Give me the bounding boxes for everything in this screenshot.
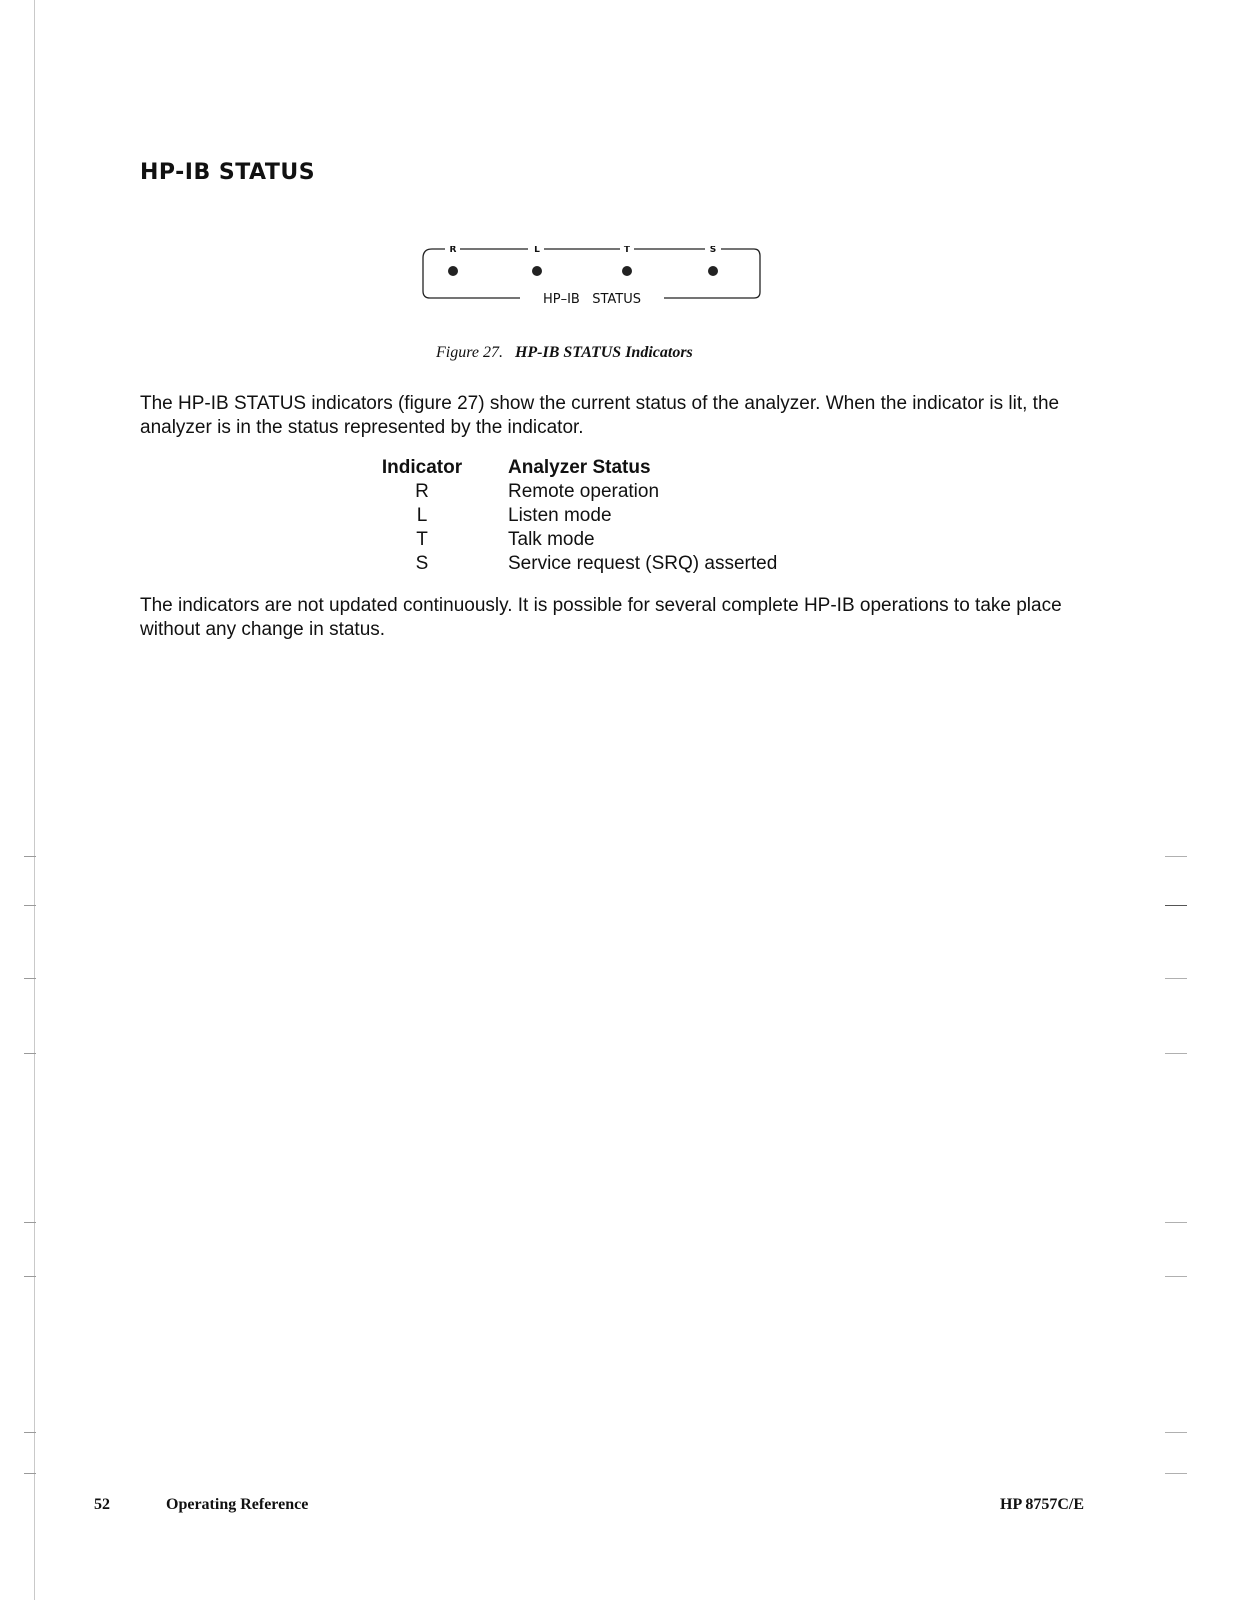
indicator-cell: L (416, 505, 428, 526)
section-heading: HP-IB STATUS (140, 160, 316, 185)
panel-border-top (721, 249, 760, 256)
indicator-letter-r: R (449, 246, 457, 255)
indicator-column-header: Indicator (381, 457, 463, 478)
edge-mark (1165, 1222, 1187, 1223)
margin-tick (24, 1276, 36, 1277)
indicator-cell: R (415, 481, 429, 502)
margin-tick (24, 905, 36, 906)
indicator-led-s (708, 266, 718, 276)
indicator-letter-s: S (709, 246, 717, 255)
table-row (372, 480, 777, 504)
intro-paragraph: The HP-IB STATUS indicators (figure 27) show the current status of the analyzer. When the indicator is lit, the analyzer is in the status represented by the indicator. (140, 393, 1060, 438)
table-row (372, 528, 777, 552)
edge-mark (1165, 1473, 1187, 1474)
panel-border-top (423, 249, 445, 258)
figure-number: Figure 27. (436, 344, 503, 361)
panel-border-bottom (664, 292, 760, 298)
status-cell: Remote operation (508, 481, 660, 502)
table-row (372, 504, 777, 528)
indicator-cell: T (416, 529, 428, 550)
edge-mark (1165, 905, 1187, 906)
edge-mark (1165, 978, 1187, 979)
edge-mark (1165, 1053, 1187, 1054)
footer-section-name: Operating Reference (166, 1496, 309, 1513)
margin-tick (24, 1432, 36, 1433)
status-column-header: Analyzer Status (508, 457, 651, 478)
hpib-status-panel-figure (420, 246, 770, 308)
indicator-led-r (448, 266, 458, 276)
margin-tick (24, 1473, 36, 1474)
margin-tick (24, 1053, 36, 1054)
table-row (372, 552, 777, 576)
indicator-status-table (372, 456, 777, 576)
panel-border-bottom (423, 291, 520, 298)
panel-label: HP–IB STATUS (542, 292, 642, 307)
edge-mark (1165, 1432, 1187, 1433)
figure-caption (436, 344, 693, 362)
indicator-letter-l: L (534, 246, 540, 255)
status-cell: Service request (SRQ) asserted (508, 553, 778, 574)
indicator-letter-t: T (623, 246, 631, 255)
status-cell: Listen mode (508, 505, 612, 526)
indicator-led-l (532, 266, 542, 276)
footer-model-name: HP 8757C/E (1000, 1496, 1085, 1513)
edge-mark (1165, 856, 1187, 857)
margin-tick (24, 978, 36, 979)
margin-tick (24, 1222, 36, 1223)
status-cell: Talk mode (508, 529, 595, 550)
update-note-paragraph: The indicators are not updated continuously. It is possible for several complete HP-IB operations to take place without any change in status. (140, 595, 1062, 640)
binding-edge-line (34, 0, 35, 1600)
edge-mark (1165, 1276, 1187, 1277)
indicator-led-t (622, 266, 632, 276)
figure-title: HP-IB STATUS Indicators (514, 344, 693, 361)
margin-tick (24, 856, 36, 857)
page-number: 52 (94, 1496, 110, 1513)
table-header-row (372, 456, 777, 480)
indicator-cell: S (415, 553, 429, 574)
